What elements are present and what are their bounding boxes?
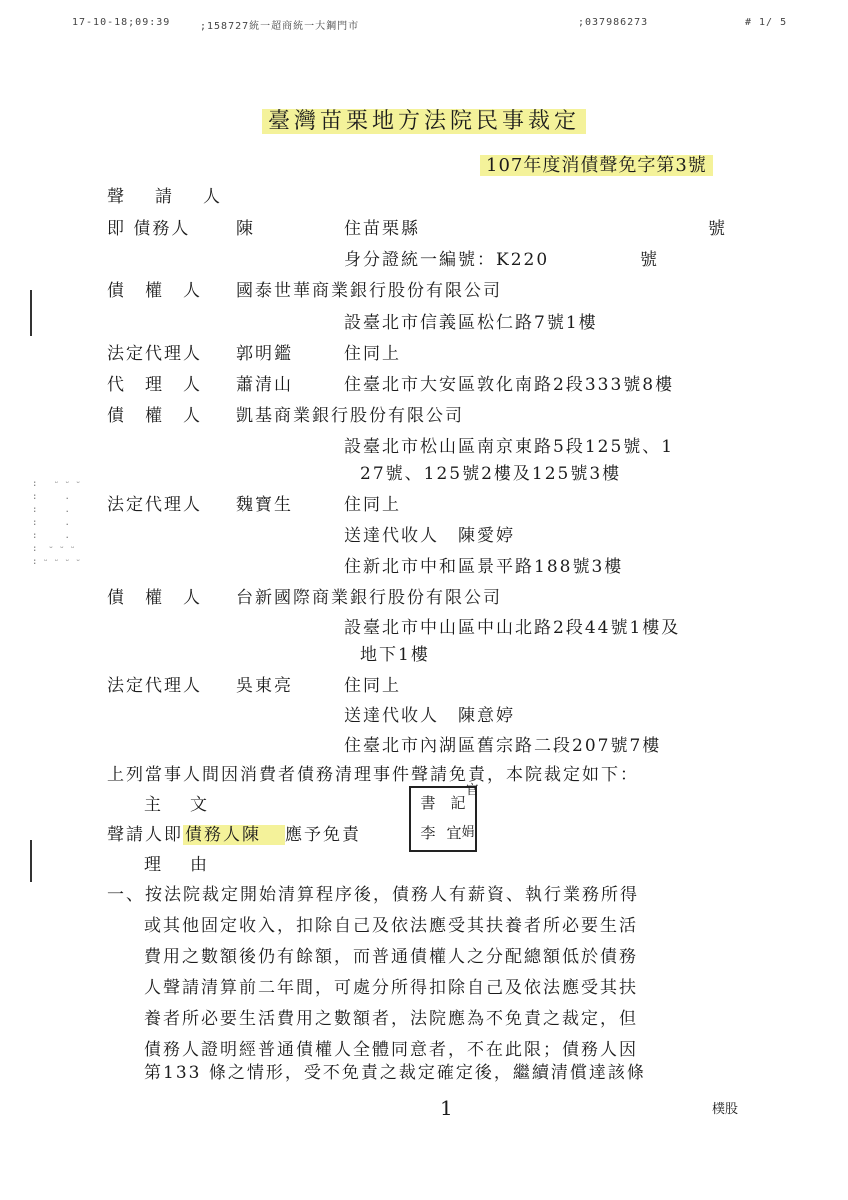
ruling-suffix: 應予免責 — [285, 825, 361, 845]
debtor-address: 住苗栗縣 — [344, 219, 420, 239]
case-number: 107年度消債聲免字第3號 — [480, 151, 713, 177]
creditor3-name: 台新國際商業銀行股份有限公司 — [236, 588, 502, 608]
creditor1-agent-address: 住臺北市大安區敦化南路2段333號8樓 — [344, 375, 675, 395]
fax-timestamp: 17-10-18;09:39 — [72, 17, 171, 28]
footer-stamp: 樸股 — [712, 1102, 739, 1117]
creditor2-name: 凱基商業銀行股份有限公司 — [236, 406, 464, 426]
scan-mark — [30, 290, 32, 336]
creditor1-role: 債 權 人 — [107, 281, 202, 301]
applicant-role: 聲 請 人 — [107, 187, 227, 207]
creditor3-rep-name: 吳東亮 — [236, 676, 293, 696]
creditor2-role: 債 權 人 — [107, 406, 202, 426]
reason-line: 人聲請清算前二年間，可處分所得扣除自己及依法應受其扶 — [144, 978, 638, 998]
creditor2-recipient: 送達代收人 陳愛婷 — [344, 526, 515, 546]
creditor3-address-1: 設臺北市中山區中山北路2段44號1樓及 — [344, 618, 681, 638]
creditor1-name: 國泰世華商業銀行股份有限公司 — [236, 281, 502, 301]
creditor1-agent-role: 代 理 人 — [107, 375, 202, 395]
creditor1-address: 設臺北市信義區松仁路7號1樓 — [344, 313, 598, 333]
scan-dots: : ᵕ ᵕ ᵕ : . : . : . : . : ᵕ ᵕ ᵕ : ᵕ ᵕ ᵕ ᵕ — [32, 479, 81, 567]
reason-line: 養者所必要生活費用之數額者，法院應為不免責之裁定，但 — [144, 1009, 638, 1029]
reason-heading: 理 由 — [144, 855, 213, 875]
scan-mark — [30, 840, 32, 882]
creditor3-role: 債 權 人 — [107, 588, 202, 608]
creditor1-rep-name: 郭明鑑 — [236, 344, 293, 364]
reason-line: 債務人證明經普通債權人全體同意者，不在此限；債務人因 — [144, 1040, 638, 1060]
creditor2-address-1: 設臺北市松山區南京東路5段125號、1 — [344, 437, 675, 457]
reason-line: 第133 條之情形，受不免責之裁定確定後，繼續清償達該條 — [144, 1063, 646, 1083]
creditor1-agent-name: 蕭清山 — [236, 375, 293, 395]
creditor2-rep-address: 住同上 — [344, 495, 401, 515]
fax-number: ;037986273 — [578, 17, 649, 28]
fax-sender: ;158727統一超商統一大鋼門市 — [200, 21, 360, 32]
document-title — [0, 104, 848, 135]
ruling-prefix: 聲請人即 — [107, 825, 183, 845]
debtor-name: 陳 — [236, 219, 255, 239]
creditor2-rep-name: 魏寶生 — [236, 495, 293, 515]
debtor-role: 即 債務人 — [107, 219, 191, 239]
creditor3-recipient: 送達代收人 陳意婷 — [344, 706, 515, 726]
intro-sentence: 上列當事人間因消費者債務清理事件聲請免責，本院裁定如下： — [107, 765, 639, 785]
clerk-seal: 書 記 官 李 宜 娟 — [409, 786, 477, 852]
debtor-id: 身分證統一編號：K220 — [344, 250, 550, 270]
creditor2-rep-role: 法定代理人 — [107, 495, 202, 515]
creditor1-rep-role: 法定代理人 — [107, 344, 202, 364]
ruling-text — [107, 820, 361, 845]
fax-page: # 1/ 5 — [745, 17, 788, 28]
creditor3-rep-role: 法定代理人 — [107, 676, 202, 696]
creditor3-recipient-address: 住臺北市內湖區舊宗路二段207號7樓 — [344, 736, 662, 756]
debtor-address-end: 號 — [708, 219, 727, 239]
reason-line: 費用之數額後仍有餘額，而普通債權人之分配總額低於債務 — [144, 947, 638, 967]
creditor3-rep-address: 住同上 — [344, 676, 401, 696]
title-text: 臺灣苗栗地方法院民事裁定 — [262, 109, 586, 134]
creditor3-address-2: 地下1樓 — [360, 645, 430, 665]
creditor2-recipient-address: 住新北市中和區景平路188號3樓 — [344, 557, 624, 577]
main-heading: 主 文 — [144, 795, 213, 815]
creditor2-address-2: 27號、125號2樓及125號3樓 — [360, 464, 622, 484]
page-number: 1 — [440, 1096, 453, 1120]
creditor1-rep-address: 住同上 — [344, 344, 401, 364]
reason-line: 一、按法院裁定開始清算程序後，債務人有薪資、執行業務所得 — [107, 885, 639, 905]
reason-line: 或其他固定收入，扣除自己及依法應受其扶養者所必要生活 — [144, 916, 638, 936]
debtor-id-end: 號 — [640, 250, 659, 270]
ruling-highlight: 債務人陳 — [183, 825, 285, 845]
